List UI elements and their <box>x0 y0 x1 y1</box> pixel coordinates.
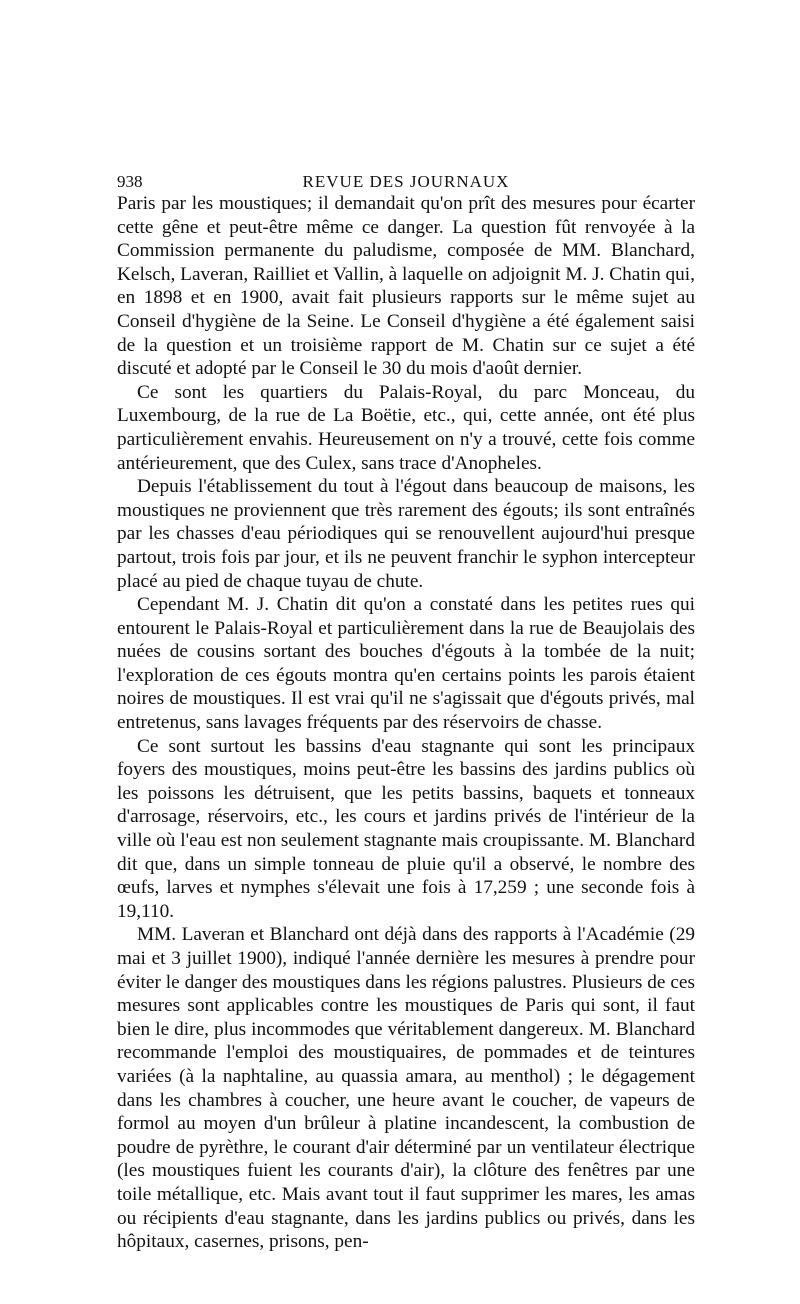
paragraph: MM. Laveran et Blanchard ont déjà dans des rapports à l'Académie (29 mai et 3 juillet 1900), indiqué l'année dernière les mesures à prendre pour éviter le danger des moustiques dans les régions palustres. Plusieurs de ces mesures sont applicables contre les moustiques de Paris qui sont, il faut bien le dire, plus incommodes que véritablement dangereux. M. Blanchard recommande l'emploi des moustiquaires, de pommades et de teintures variées (à la naphtaline, au quassia amara, au menthol) ; le dégagement dans les chambres à coucher, une heure avant le coucher, de vapeurs de formol au moyen d'un brûleur à platine incandescent, la combustion de poudre de pyrèthre, le courant d'air déterminé par un ventilateur électrique (les moustiques fuient les courants d'air), la clôture des fenêtres par une toile métallique, etc. Mais avant tout il faut supprimer les mares, les amas ou récipients d'eau stagnante, dans les jardins publics ou privés, dans les hôpitaux, casernes, prisons, pen- <box>117 924 695 1253</box>
book-page <box>117 172 695 1254</box>
paragraph: Paris par les moustiques; il demandait qu'on prît des mesures pour écarter cette gêne et peut-être même ce danger. La question fût renvoyée à la Commission permanente du paludisme, composée de MM. Blanchard, Kelsch, Laveran, Railliet et Vallin, à laquelle on adjoignit M. J. Chatin qui, en 1898 et en 1900, avait fait plusieurs rapports sur le même sujet au Conseil d'hygiène de la Seine. Le Conseil d'hygiène a été également saisi de la question et un troisième rapport de M. Chatin sur ce sujet a été discuté et adopté par le Conseil le 30 du mois d'août dernier. <box>117 193 695 380</box>
paragraph: Cependant M. J. Chatin dit qu'on a constaté dans les petites rues qui entourent le Palais-Royal et particulièrement dans la rue de Beaujolais des nuées de cousins sortant des bouches d'égouts à la tombée de la nuit; l'exploration de ces égouts montra qu'en certains points les parois étaient noires de moustiques. Il est vrai qu'il ne s'agissait que d'égouts privés, mal entretenus, sans lavages fréquents par des réservoirs de chasse. <box>117 594 695 734</box>
paragraph: Ce sont surtout les bassins d'eau stagnante qui sont les principaux foyers des moustiques, moins peut-être les bassins des jardins publics où les poissons les détruisent, que les petits bassins, baquets et tonneaux d'arrosage, réservoirs, etc., les cours et jardins privés de l'intérieur de la ville où l'eau est non seulement stagnante mais croupissante. M. Blanchard dit que, dans un simple tonneau de pluie qu'il a observé, le nombre des œufs, larves et nymphes s'élevait une fois à 17,259 ; une seconde fois à 19,110. <box>117 735 695 922</box>
page-number: 938 <box>117 172 143 191</box>
body-text <box>117 192 695 1254</box>
page-header <box>117 172 695 192</box>
running-head: REVUE DES JOURNAUX <box>302 172 510 191</box>
paragraph: Depuis l'établissement du tout à l'égout dans beaucoup de maisons, les moustiques ne proviennent que très rarement des égouts; ils sont entraînés par les chasses d'eau périodiques qui se renouvellent aujourd'hui presque partout, trois fois par jour, et ils ne peuvent franchir le syphon intercepteur placé au pied de chaque tuyau de chute. <box>117 476 695 592</box>
paragraph: Ce sont les quartiers du Palais-Royal, du parc Monceau, du Luxembourg, de la rue de La Boëtie, etc., qui, cette année, ont été plus particulièrement envahis. Heureusement on n'y a trouvé, cette fois comme antérieurement, que des Culex, sans trace d'Anopheles. <box>117 381 695 474</box>
